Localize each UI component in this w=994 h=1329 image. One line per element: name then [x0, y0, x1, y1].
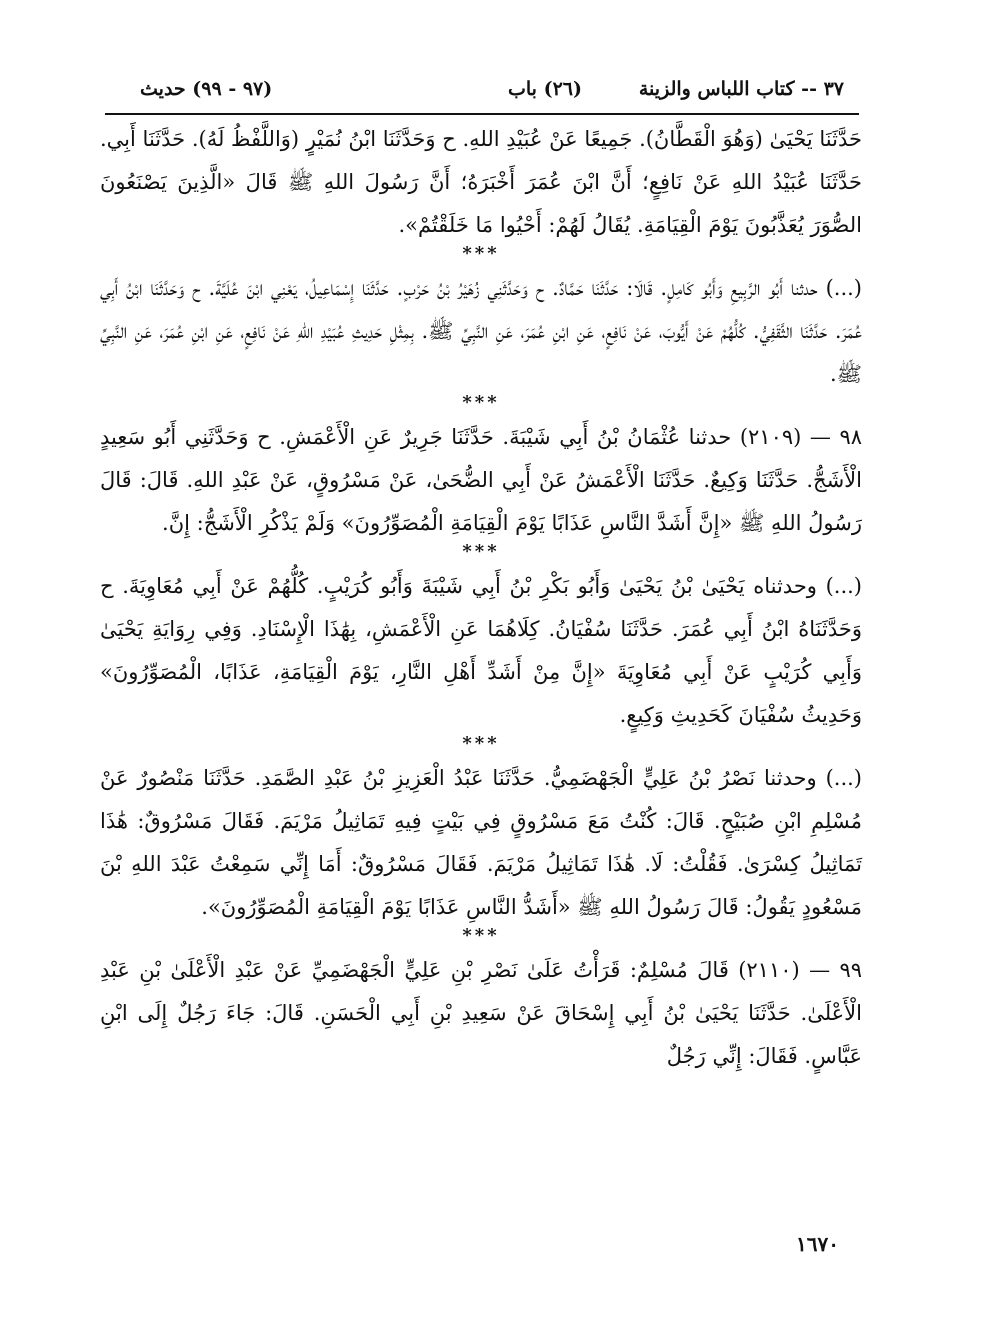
header-hadith-range: (٩٧ - ٩٩) حديث — [140, 78, 273, 100]
page-number: ١٦٧٠ — [796, 1232, 839, 1256]
paragraph-5: (...) وحدثنا نَصْرُ بْنُ عَلِيٍّ الْجَهْضَمِيُّ. حَدَّثَنَا عَبْدُ الْعَزِيزِ بْنُ عَبْدِ الصَّمَدِ. حَدَّثَنَا مَنْصُورٌ عَنْ مُسْلِمِ ابْنِ صُبَيْحٍ. قَالَ: كُنْتُ مَعَ مَسْرُوقٍ فِي بَيْتٍ فِيهِ تَمَاثِيلُ مَرْيَمَ. فَقَالَ مَسْرُوقٌ: هَٰذَا تَمَاثِيلُ كِسْرَىٰ. فَقُلْتُ: لَا. هَٰذَا تَمَاثِيلُ مَرْيَمَ. فَقَالَ مَسْرُوقٌ: أَمَا إِنِّي سَمِعْتُ عَبْدَ اللهِ بْنَ مَسْعُودٍ يَقُولُ: قَالَ رَسُولُ اللهِ ﷺ «أَشَدُّ النَّاسِ عَذَابًا يَوْمَ الْقِيَامَةِ الْمُصَوِّرُونَ». — [100, 766, 862, 919]
separator-stars-2: *** — [462, 392, 500, 413]
header-chapter-number: (٢٦) باب — [508, 78, 582, 100]
paragraph-2: (...) حدثنا أَبُو الرَّبِيعِ وَأَبُو كَامِلٍ. قَالَا: حَدَّثَنَا حَمَّادٌ. ح وَحَدَّثَنِي زُهَيْرُ بْنُ حَرْبٍ. حَدَّثَنَا إِسْمَاعِيلُ، يَعْنِي ابْنَ عُلَيَّةَ. ح وَحَدَّثَنَا ابْنُ أَبِي عُمَرَ. حَدَّثَنَا الثَّقَفِيُّ. كُلُّهُمْ عَنْ أَيُّوبَ، عَنْ نَافِعٍ، عَنِ ابْنِ عُمَرَ، عَنِ النَّبِيِّ ﷺ. بِمِثْلِ حَدِيثِ عُبَيْدِ اللهِ عَنْ نَافِعٍ، عَنِ ابْنِ عُمَرَ، عَنِ النَّبِيِّ ﷺ. — [100, 276, 862, 386]
header-rule — [105, 113, 859, 115]
running-header — [140, 78, 844, 108]
separator-stars-1: *** — [462, 243, 500, 264]
separator-stars-5: *** — [462, 925, 500, 946]
paragraph-hadith-99: ٩٩ — (٢١١٠) قَالَ مُسْلِمٌ: قَرَأْتُ عَلَىٰ نَصْرِ بْنِ عَلِيٍّ الْجَهْضَمِيِّ عَنْ عَبْدِ الْأَعْلَىٰ بْنِ عَبْدِ الْأَعْلَىٰ. حَدَّثَنَا يَحْيَىٰ بْنُ أَبِي إِسْحَاقَ عَنْ سَعِيدِ بْنِ أَبِي الْحَسَنِ. قَالَ: جَاءَ رَجُلٌ إِلَى ابْنِ عَبَّاسٍ. فَقَالَ: إِنِّي رَجُلٌ — [100, 958, 862, 1068]
paragraph-4: (...) وحدثناه يَحْيَىٰ بْنُ يَحْيَىٰ وَأَبُو بَكْرِ بْنُ أَبِي شَيْبَةَ وَأَبُو كُرَيْبٍ. كُلُّهُمْ عَنْ أَبِي مُعَاوِيَةَ. ح وَحَدَّثَنَاهُ ابْنُ أَبِي عُمَرَ. حَدَّثَنَا سُفْيَانُ. كِلَاهُمَا عَنِ الْأَعْمَشِ، بِهَٰذَا الْإِسْنَادِ. وَفِي رِوَايَةِ يَحْيَىٰ وَأَبِي كُرَيْبٍ عَنْ أَبِي مُعَاوِيَةَ «إِنَّ مِنْ أَشَدِّ أَهْلِ النَّارِ، يَوْمَ الْقِيَامَةِ، عَذَابًا، الْمُصَوِّرُونَ» وَحَدِيثُ سُفْيَانَ كَحَدِيثِ وَكِيعٍ. — [100, 574, 862, 727]
header-book-title: ٣٧ -- كتاب اللباس والزينة — [638, 78, 844, 100]
paragraph-1: حَدَّثَنَا يَحْيَىٰ (وَهُوَ الْقَطَّانُ). جَمِيعًا عَنْ عُبَيْدِ اللهِ. ح وَحَدَّثَنَا ابْنُ نُمَيْرٍ (وَاللَّفْظُ لَهُ). حَدَّثَنَا أَبِي. حَدَّثَنَا عُبَيْدُ اللهِ عَنْ نَافِعٍ؛ أَنَّ ابْنَ عُمَرَ أَخْبَرَهُ؛ أَنَّ رَسُولَ اللهِ ﷺ قَالَ «الَّذِينَ يَصْنَعُونَ الصُّوَرَ يُعَذَّبُونَ يَوْمَ الْقِيَامَةِ. يُقَالُ لَهُمْ: أَحْيُوا مَا خَلَقْتُمْ». — [100, 127, 862, 237]
page-body — [100, 118, 862, 1078]
separator-stars-4: *** — [462, 733, 500, 754]
paragraph-hadith-98: ٩٨ — (٢١٠٩) حدثنا عُثْمَانُ بْنُ أَبِي شَيْبَةَ. حَدَّثَنَا جَرِيرٌ عَنِ الْأَعْمَشِ. ح وَحَدَّثَنِي أَبُو سَعِيدٍ الْأَشَجُّ. حَدَّثَنَا وَكِيعٌ. حَدَّثَنَا الْأَعْمَشُ عَنْ أَبِي الضُّحَىٰ، عَنْ مَسْرُوقٍ، عَنْ عَبْدِ اللهِ. قَالَ: قَالَ رَسُولُ اللهِ ﷺ «إِنَّ أَشَدَّ النَّاسِ عَذَابًا يَوْمَ الْقِيَامَةِ الْمُصَوِّرُونَ» وَلَمْ يَذْكُرِ الْأَشَجُّ: إِنَّ. — [100, 425, 862, 535]
separator-stars-3: *** — [462, 541, 500, 562]
